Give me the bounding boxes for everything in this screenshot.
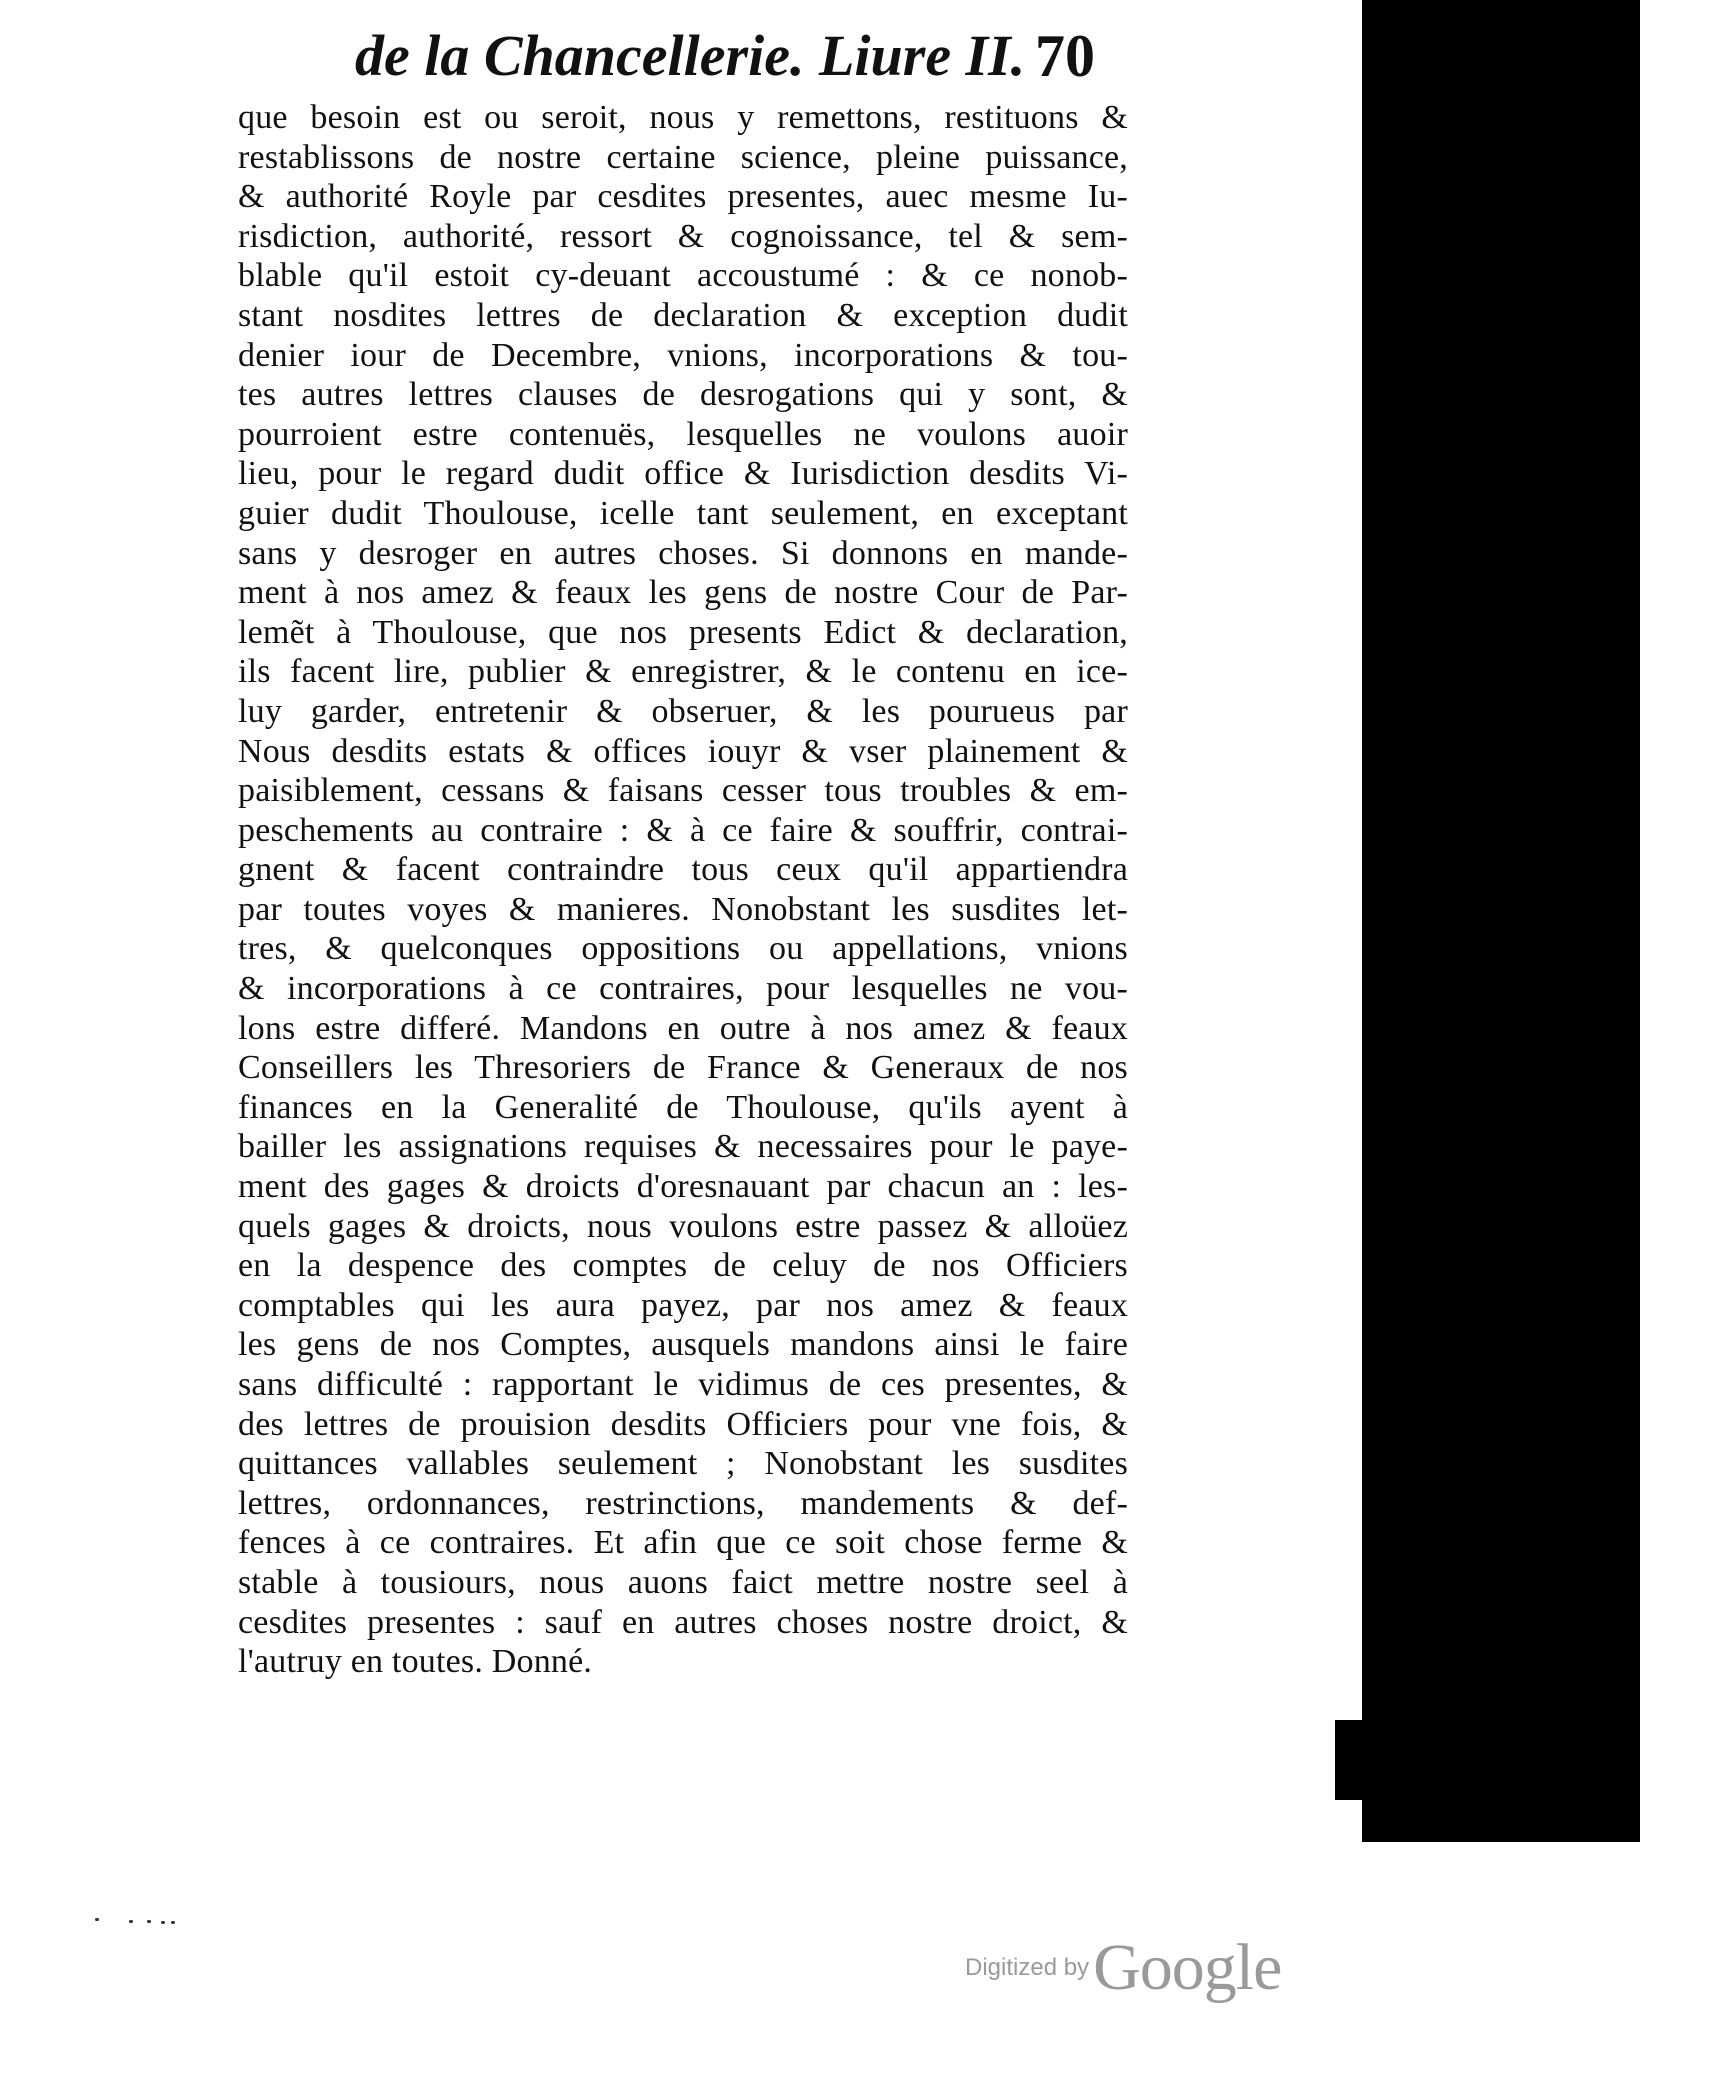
text-line: quels gages & droicts, nous voulons estre passez & alloüez: [238, 1207, 1128, 1245]
page-number: 70: [1035, 23, 1095, 89]
text-line: tes autres lettres clauses de desrogations qui y sont, &: [238, 376, 1128, 414]
text-line: lieu, pour le regard dudit office & Iurisdiction desdits Vi-: [238, 455, 1128, 493]
text-line: risdiction, authorité, ressort & cognoissance, tel & sem-: [238, 217, 1128, 255]
text-line: blable qu'il estoit cy-deuant accoustumé : & ce nonob-: [238, 257, 1128, 295]
text-line: Nous desdits estats & offices iouyr & vser plainement &: [238, 732, 1128, 770]
text-line: & authorité Royle par cesdites presentes, auec mesme Iu-: [238, 178, 1128, 216]
text-line: des lettres de prouision desdits Officiers pour vne fois, &: [238, 1405, 1128, 1443]
text-line: ment à nos amez & feaux les gens de nostre Cour de Par-: [238, 574, 1128, 612]
running-title: de la Chancellerie. Liure II.: [355, 23, 1026, 88]
digitized-by-google-watermark: [965, 1930, 1305, 2010]
text-line: luy garder, entretenir & obseruer, & les pourueus par: [238, 692, 1128, 730]
text-line: comptables qui les aura payez, par nos amez & feaux: [238, 1286, 1128, 1324]
text-line: lons estre differé. Mandons en outre à nos amez & feaux: [238, 1009, 1128, 1047]
text-line: en la despence des comptes de celuy de nos Officiers: [238, 1247, 1128, 1285]
text-line: stant nosdites lettres de declaration & exception dudit: [238, 296, 1128, 334]
text-line: gnent & facent contraindre tous ceux qu'il appartiendra: [238, 851, 1128, 889]
text-line: tres, & quelconques oppositions ou appellations, vnions: [238, 930, 1128, 968]
text-line: finances en la Generalité de Thoulouse, qu'ils ayent à: [238, 1088, 1128, 1126]
google-logo: Google: [1093, 1931, 1282, 2004]
text-line: quittances vallables seulement ; Nonobstant les susdites: [238, 1445, 1128, 1483]
text-line: sans difficulté : rapportant le vidimus de ces presentes, &: [238, 1366, 1128, 1403]
text-line: lettres, ordonnances, restrinctions, mandements & def-: [238, 1484, 1128, 1522]
text-line: & incorporations à ce contraires, pour lesquelles ne vou-: [238, 970, 1128, 1008]
scan-specks: [95, 1916, 205, 1926]
text-line: par toutes voyes & manieres. Nonobstant les susdites let-: [238, 890, 1128, 928]
text-line: paisiblement, cessans & faisans cesser tous troubles & em-: [238, 772, 1128, 810]
running-head: [355, 22, 1115, 102]
text-line: stable à tousiours, nous auons faict mettre nostre seel à: [238, 1563, 1128, 1601]
text-line: Conseillers les Thresoriers de France & Generaux de nos: [238, 1049, 1128, 1087]
text-line: pourroient estre contenuës, lesquelles ne voulons auoir: [238, 415, 1128, 453]
text-line: denier iour de Decembre, vnions, incorporations & tou-: [238, 336, 1128, 374]
binding-edge-ragged-shadow: [1335, 1720, 1375, 1800]
text-line: lemẽt à Thoulouse, que nos presents Edict & declaration,: [238, 613, 1128, 651]
watermark-prefix: Digitized by: [965, 1954, 1090, 1981]
text-line: bailler les assignations requises & necessaires pour le paye-: [238, 1128, 1128, 1166]
text-line: fences à ce contraires. Et afin que ce soit chose ferme &: [238, 1524, 1128, 1562]
text-line: peschements au contraire : & à ce faire & souffrir, contrai-: [238, 811, 1128, 849]
text-line: guier dudit Thoulouse, icelle tant seulement, en exceptant: [238, 494, 1128, 532]
text-line: cesdites presentes : sauf en autres choses nostre droict, &: [238, 1603, 1128, 1641]
text-line: que besoin est ou seroit, nous y remettons, restituons &: [238, 99, 1128, 136]
text-line: restablissons de nostre certaine science, pleine puissance,: [238, 138, 1128, 176]
text-line: les gens de nos Comptes, ausquels mandons ainsi le faire: [238, 1326, 1128, 1364]
binding-edge-shadow: [1362, 0, 1640, 1842]
text-line: sans y desroger en autres choses. Si donnons en mande-: [238, 534, 1128, 572]
body-text: [238, 98, 1128, 1682]
text-line: ils facent lire, publier & enregistrer, & le contenu en ice-: [238, 653, 1128, 691]
text-line: ment des gages & droicts d'oresnauant par chacun an : les-: [238, 1168, 1128, 1206]
text-line: l'autruy en toutes. Donné.: [238, 1643, 593, 1681]
